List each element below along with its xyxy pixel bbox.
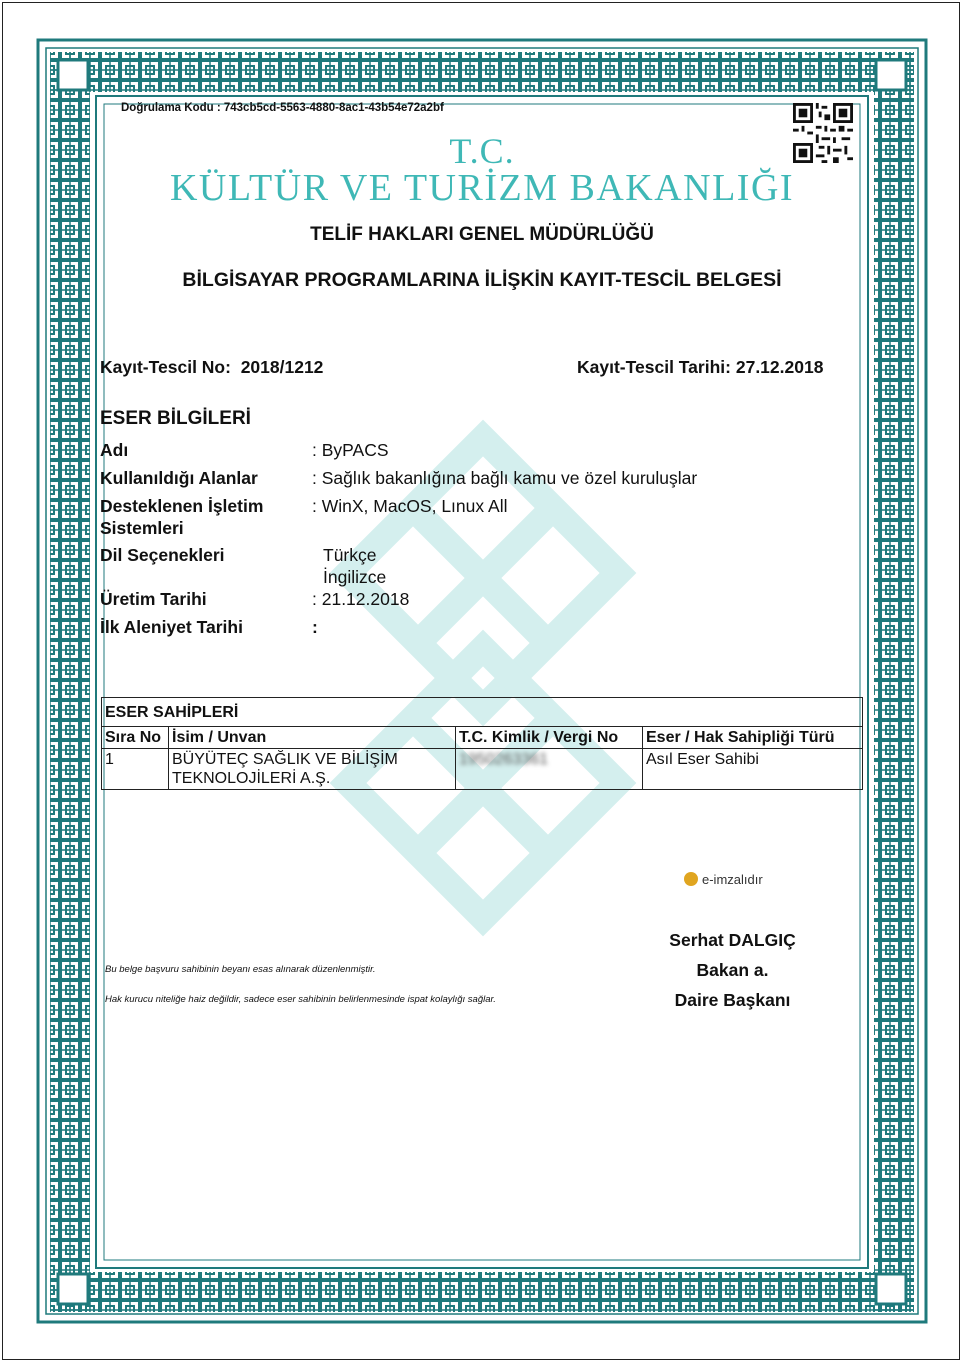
certificate-title: BİLGİSAYAR PROGRAMLARINA İLİŞKİN KAYIT-TESCİL BELGESİ — [182, 269, 782, 291]
ministry-name: KÜLTÜR VE TURİZM BAKANLIĞI — [169, 167, 795, 209]
field-lang-value-2: İngilizce — [323, 567, 387, 587]
field-prod-label: Üretim Tarihi — [100, 589, 207, 609]
cell-no: 1 — [102, 749, 169, 790]
field-pub-value: : — [312, 617, 318, 637]
registration-date-value: 27.12.2018 — [735, 357, 824, 377]
note-1: Bu belge başvuru sahibinin beyanı esas alınarak düzenlenmiştir. — [105, 964, 376, 975]
registration-date — [577, 357, 823, 378]
registration-no-value: 2018/1212 — [240, 357, 324, 377]
signer-name: Serhat DALGIÇ — [669, 930, 796, 950]
verification-value: 743cb5cd-5563-4880-8ac1-43b54e72a2bf — [223, 102, 444, 114]
note-2: Hak kurucu niteliğe haiz değildir, sadece eser sahibinin belirlenmesinde ispat kolaylığı sağlar. — [105, 994, 496, 1005]
field-areas-label: Kullanıldığı Alanlar — [100, 468, 258, 488]
owners-title: ESER SAHİPLERİ — [102, 698, 863, 727]
cell-type: Asıl Eser Sahibi — [643, 749, 863, 790]
taxid-redacted: 1950263361 — [459, 751, 548, 768]
cell-name: BÜYÜTEÇ SAĞLIK VE BİLİŞİM TEKNOLOJİLERİ A.Ş. — [169, 749, 456, 790]
field-prod-value: : 21.12.2018 — [312, 589, 410, 609]
field-areas-value: : Sağlık bakanlığına bağlı kamu ve özel kuruluşlar — [312, 468, 698, 488]
col-header-name: İsim / Unvan — [169, 727, 456, 749]
field-pub-label: İlk Aleniyet Tarihi — [100, 617, 243, 637]
registration-no-label: Kayıt-Tescil No: — [100, 357, 231, 377]
cell-taxid — [456, 749, 643, 790]
field-os-label-2: Sistemleri — [100, 518, 184, 538]
department-name: TELİF HAKLARI GENEL MÜDÜRLÜĞÜ — [310, 224, 654, 245]
e-signature — [684, 872, 763, 887]
signer-role: Bakan a. — [696, 960, 769, 980]
field-os-value: : WinX, MacOS, Lınux All — [312, 496, 508, 516]
col-header-type: Eser / Hak Sahipliği Türü — [643, 727, 863, 749]
registration-no — [100, 357, 323, 378]
seal-icon — [684, 872, 698, 886]
work-info-title: ESER BİLGİLERİ — [100, 408, 251, 429]
owners-table — [101, 697, 863, 790]
verification-code — [121, 102, 444, 114]
registration-date-label: Kayıt-Tescil Tarihi: — [577, 357, 731, 377]
col-header-taxid: T.C. Kimlik / Vergi No — [456, 727, 643, 749]
field-lang-label: Dil Seçenekleri — [100, 545, 225, 565]
verification-label: Doğrulama Kodu : — [121, 102, 221, 114]
col-header-no: Sıra No — [102, 727, 169, 749]
field-lang-value-1: Türkçe — [323, 545, 377, 565]
field-os-label-1: Desteklenen İşletim — [100, 496, 264, 516]
field-name-label: Adı — [100, 440, 129, 460]
e-signature-label: e-imzalıdır — [702, 872, 763, 887]
field-name-value: : ByPACS — [312, 440, 389, 460]
signer-title: Daire Başkanı — [674, 990, 791, 1010]
tc-heading: T.C. — [449, 131, 515, 171]
table-row — [102, 749, 863, 790]
